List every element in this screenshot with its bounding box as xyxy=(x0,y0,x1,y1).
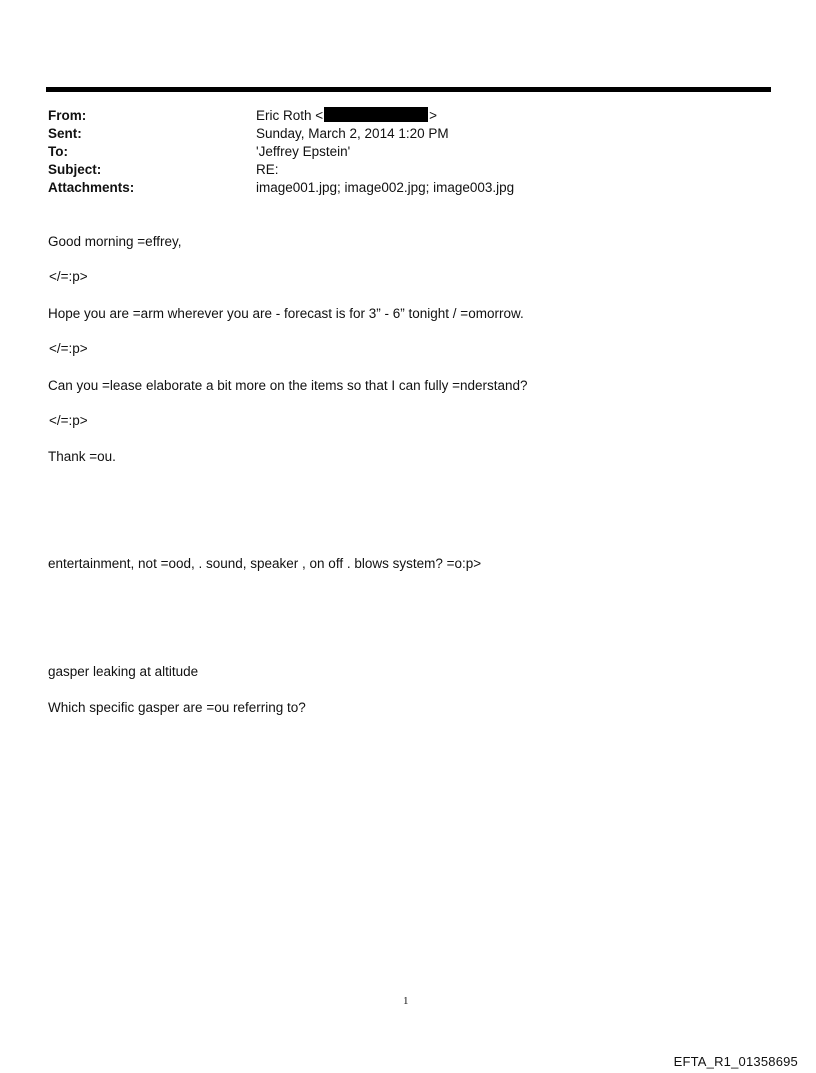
body-paragraph: Hope you are =arm wherever you are - forecast is for 3” - 6” tonight / =omorrow. xyxy=(48,306,524,321)
body-paragraph: </=:p> xyxy=(49,269,88,284)
body-paragraph: Thank =ou. xyxy=(48,449,116,464)
page-number: 1 xyxy=(403,995,409,1007)
body-paragraph: Can you =lease elaborate a bit more on the items so that I can fully =nderstand? xyxy=(48,378,528,393)
body-paragraph: entertainment, not =ood, . sound, speaker , on off . blows system? =o:p> xyxy=(48,556,482,571)
body-paragraph: Which specific gasper are =ou referring to? xyxy=(48,700,306,715)
body-paragraph: Good morning =effrey, xyxy=(48,234,182,249)
sent-label: Sent: xyxy=(48,126,82,141)
attachments-label: Attachments: xyxy=(48,180,135,195)
from-suffix: > xyxy=(429,108,438,123)
body-paragraph: </=:p> xyxy=(49,413,88,428)
header-divider xyxy=(46,87,771,92)
to-label: To: xyxy=(48,144,68,159)
from-value xyxy=(256,107,437,125)
from-name: Eric Roth < xyxy=(256,108,324,123)
redaction-box xyxy=(324,107,428,122)
attachments-value: image001.jpg; image002.jpg; image003.jpg xyxy=(256,180,515,195)
to-value: 'Jeffrey Epstein' xyxy=(256,144,351,159)
subject-value: RE: xyxy=(256,162,279,177)
subject-label: Subject: xyxy=(48,162,102,177)
body-paragraph: </=:p> xyxy=(49,341,88,356)
body-paragraph: gasper leaking at altitude xyxy=(48,664,199,679)
from-label: From: xyxy=(48,108,87,123)
document-id: EFTA_R1_01358695 xyxy=(673,1054,798,1069)
sent-value: Sunday, March 2, 2014 1:20 PM xyxy=(256,126,449,141)
